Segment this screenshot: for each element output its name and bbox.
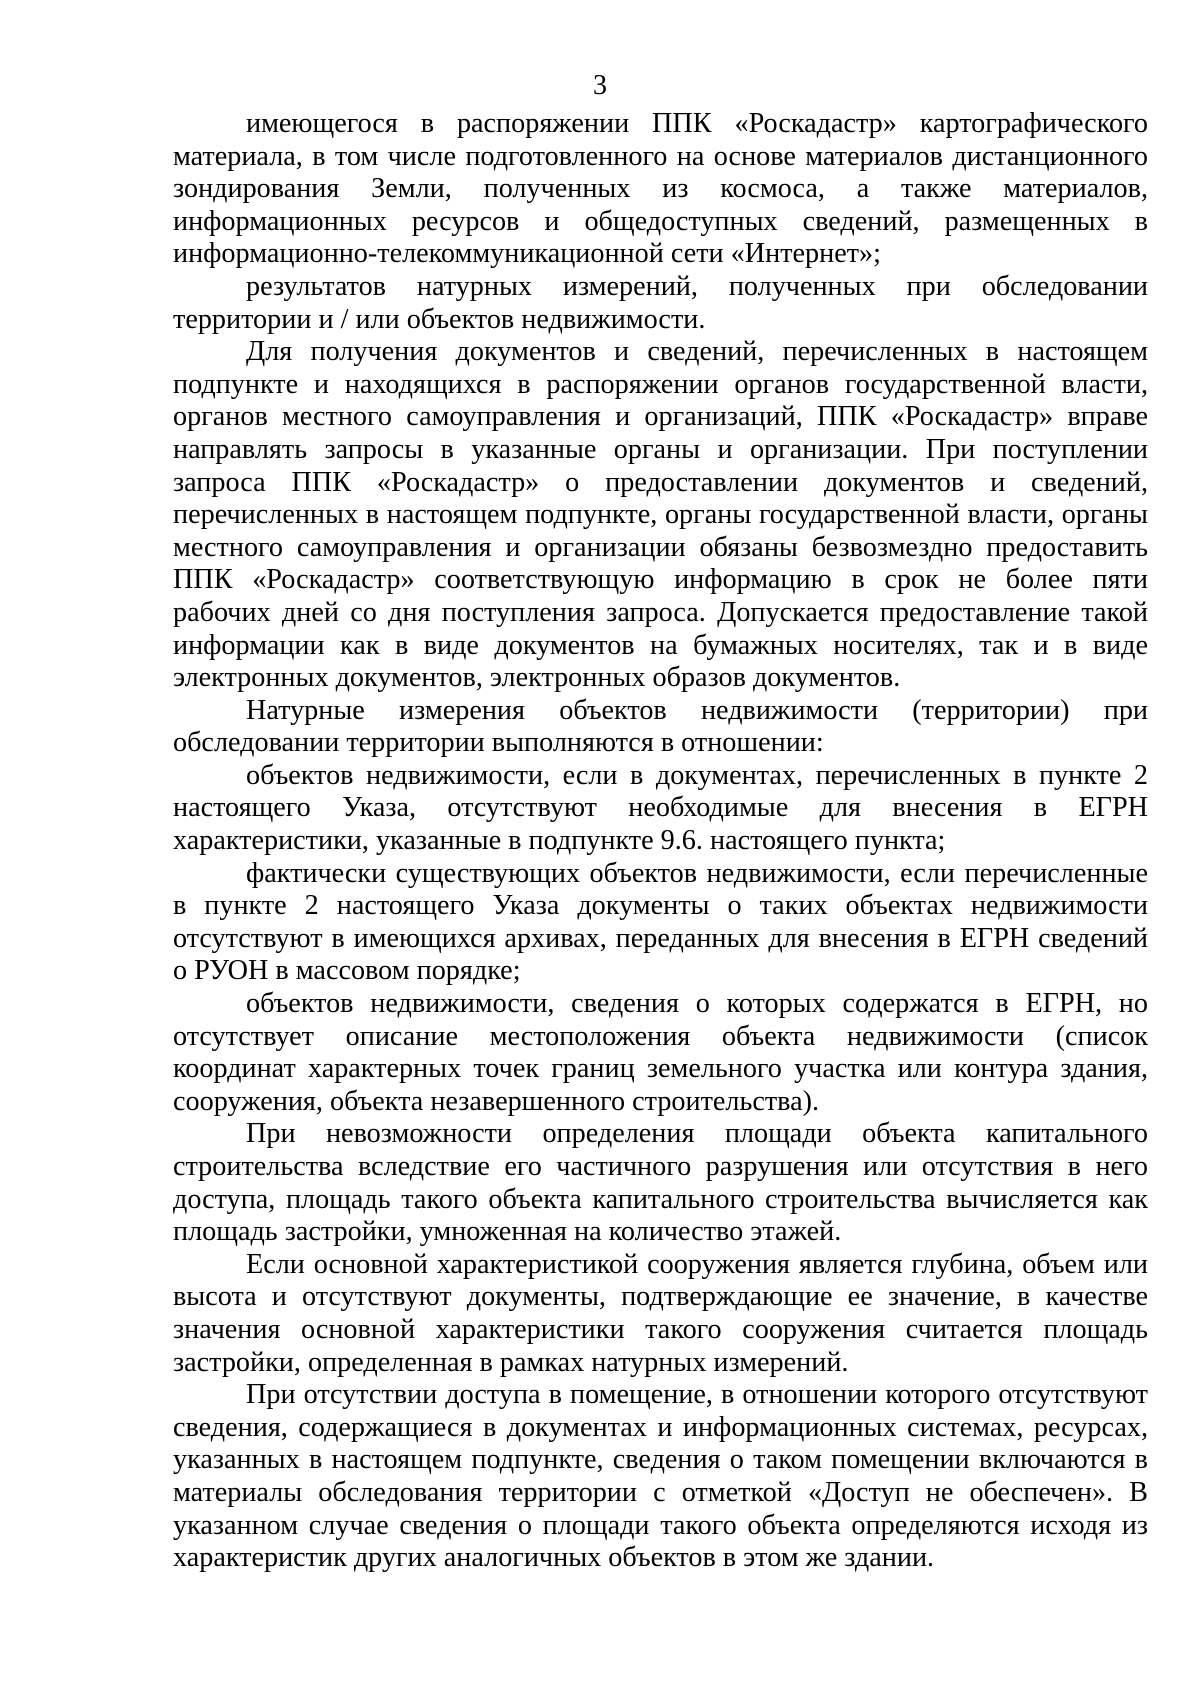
paragraph-structure-characteristic: Если основной характеристикой сооружения является глубина, объем или высота и отсутствуют документы, подтверждающие ее значение, в качестве значения основной характеристики такого сооружения считается площадь застройки, определенная в рамках натурных измерений.: [173, 1248, 1148, 1378]
paragraph-missing-characteristics: объектов недвижимости, если в документах, перечисленных в пункте 2 настоящего Указа, отсутствуют необходимые для внесения в ЕГРН характеристики, указанные в подпункте 9.6. настоящего пункта;: [173, 759, 1148, 857]
paragraph-cartographic-material: имеющегося в распоряжении ППК «Роскадастр» картографического материала, в том числе подготовленного на основе материалов дистанционного зондирования Земли, полученных из космоса, а также материалов, информационных ресурсов и общедоступных сведений, размещенных в информационно-телекоммуникационной сети «Интернет»;: [173, 108, 1148, 270]
paragraph-field-measurement-results: результатов натурных измерений, полученных при обследовании территории и / или объектов недвижимости.: [173, 270, 1148, 335]
paragraph-area-calculation: При невозможности определения площади объекта капитального строительства вследствие его частичного разрушения или отсутствия в него доступа, площадь такого объекта капитального строительства вычисляется как площадь застройки, умноженная на количество этажей.: [173, 1118, 1148, 1248]
paragraph-no-access-premises: При отсутствии доступа в помещение, в отношении которого отсутствуют сведения, содержащиеся в документах и информационных системах, ресурсах, указанных в настоящем подпункте, сведения о таком помещении включаются в материалы обследования территории с отметкой «Доступ не обеспечен». В указанном случае сведения о площади такого объекта определяются исходя из характеристик других аналогичных объектов в этом же здании.: [173, 1379, 1148, 1574]
paragraph-existing-objects: фактически существующих объектов недвижимости, если перечисленные в пункте 2 настоящего Указа документы о таких объектах недвижимости отсутствуют в имеющихся архивах, переданных для внесения в ЕГРН сведений о РУОН в массовом порядке;: [173, 857, 1148, 987]
page-number: 3: [593, 70, 607, 101]
document-body: [173, 108, 1148, 1575]
paragraph-document-requests: Для получения документов и сведений, перечисленных в настоящем подпункте и находящихся в распоряжении органов государственной власти, органов местного самоуправления и организаций, ППК «Роскадастр» вправе направлять запросы в указанные органы и организации. При поступлении запроса ППК «Роскадастр» о предоставлении документов и сведений, перечисленных в настоящем подпункте, органы государственной власти, органы местного самоуправления и организации обязаны безвозмездно предоставить ППК «Роскадастр» соответствующую информацию в срок не более пяти рабочих дней со дня поступления запроса. Допускается предоставление такой информации как в виде документов на бумажных носителях, так и в виде электронных документов, электронных образов документов.: [173, 336, 1148, 694]
paragraph-missing-location: объектов недвижимости, сведения о которых содержатся в ЕГРН, но отсутствует описание местоположения объекта недвижимости (список координат характерных точек границ земельного участка или контура здания, сооружения, объекта незавершенного строительства).: [173, 988, 1148, 1117]
paragraph-field-measurements-scope: Натурные измерения объектов недвижимости (территории) при обследовании территории выполняются в отношении:: [173, 694, 1148, 759]
